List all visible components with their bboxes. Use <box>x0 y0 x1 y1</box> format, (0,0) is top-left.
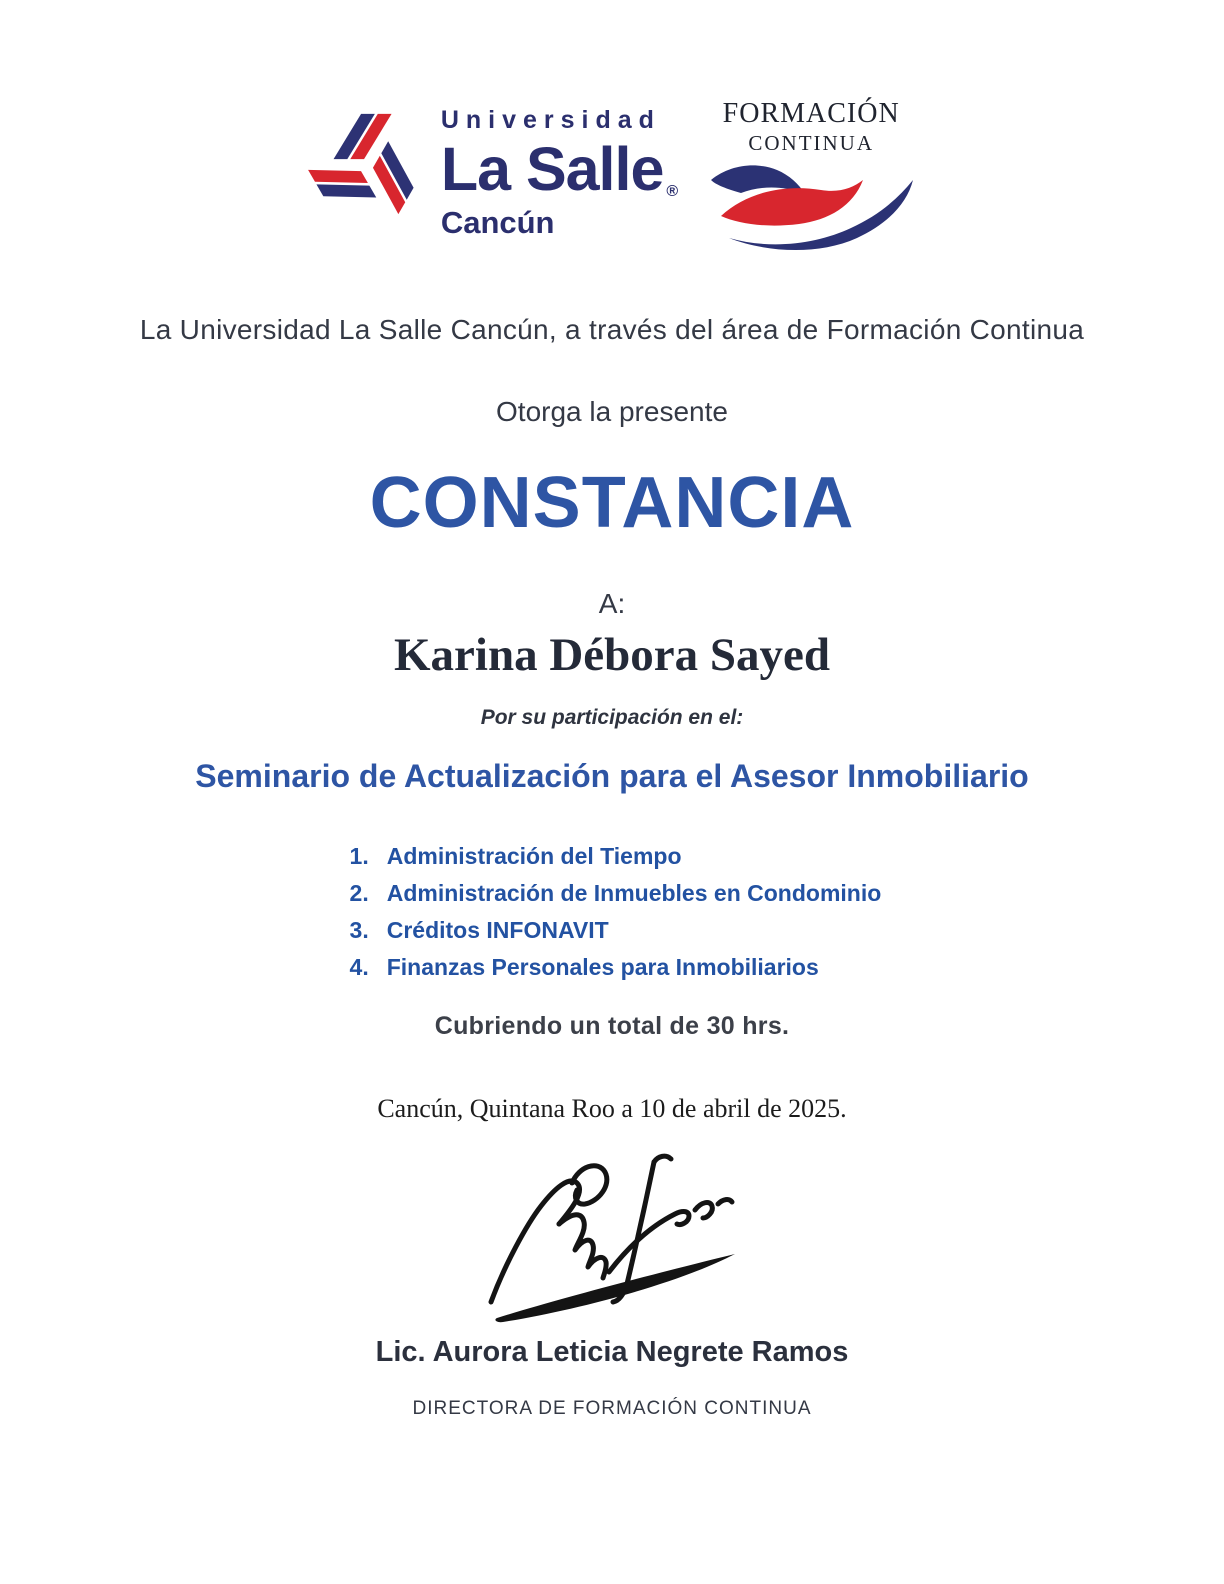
seminar-title: Seminario de Actualización para el Asesor Inmobiliario <box>195 758 1029 794</box>
topic-label: Finanzas Personales para Inmobiliarios <box>386 954 819 980</box>
date-line: Cancún, Quintana Roo a 10 de abril de 2025. <box>377 1094 847 1123</box>
topic-number: 1. <box>349 843 369 869</box>
topic-item <box>343 919 882 942</box>
lasalle-brand-word: La Salle ® <box>440 135 679 203</box>
topic-item <box>343 845 882 868</box>
topic-label: Administración del Tiempo <box>386 843 682 869</box>
registered-mark: ® <box>666 183 679 200</box>
lasalle-wordmark <box>440 96 679 241</box>
signer-name: Lic. Aurora Leticia Negrete Ramos <box>375 1336 849 1368</box>
participation-line: Por su participación en el: <box>480 706 744 729</box>
formacion-word: FORMACIÓN <box>722 98 900 129</box>
grants-line: Otorga la presente <box>496 396 728 427</box>
lasalle-triangle-icon <box>307 96 425 232</box>
topics-list <box>343 845 882 979</box>
topic-item <box>343 882 882 905</box>
topic-label: Créditos INFONAVIT <box>386 917 609 943</box>
to-label: A: <box>598 588 626 619</box>
topic-label: Administración de Inmuebles en Condominio <box>386 880 882 906</box>
document-title: CONSTANCIA <box>369 463 855 543</box>
continua-word: CONTINUA <box>748 131 875 155</box>
cancun-word: Cancún <box>440 205 555 240</box>
topic-number: 4. <box>349 954 369 980</box>
topic-number: 2. <box>349 880 369 906</box>
total-hours-line: Cubriendo un total de 30 hrs. <box>434 1012 790 1040</box>
signer-title: DIRECTORA DE FORMACIÓN CONTINUA <box>412 1398 812 1419</box>
topic-item <box>343 956 882 979</box>
universidad-word: Universidad <box>440 106 661 134</box>
lasalle-logo <box>307 96 679 241</box>
topic-number: 3. <box>349 917 369 943</box>
formacion-continua-logo <box>705 100 917 254</box>
recipient-name: Karina Débora Sayed <box>393 629 831 681</box>
wave-swoosh-icon <box>705 158 917 254</box>
intro-line: La Universidad La Salle Cancún, a través del área de Formación Continua <box>139 314 1085 345</box>
logo-row <box>0 96 1224 254</box>
signature-image <box>477 1150 747 1330</box>
